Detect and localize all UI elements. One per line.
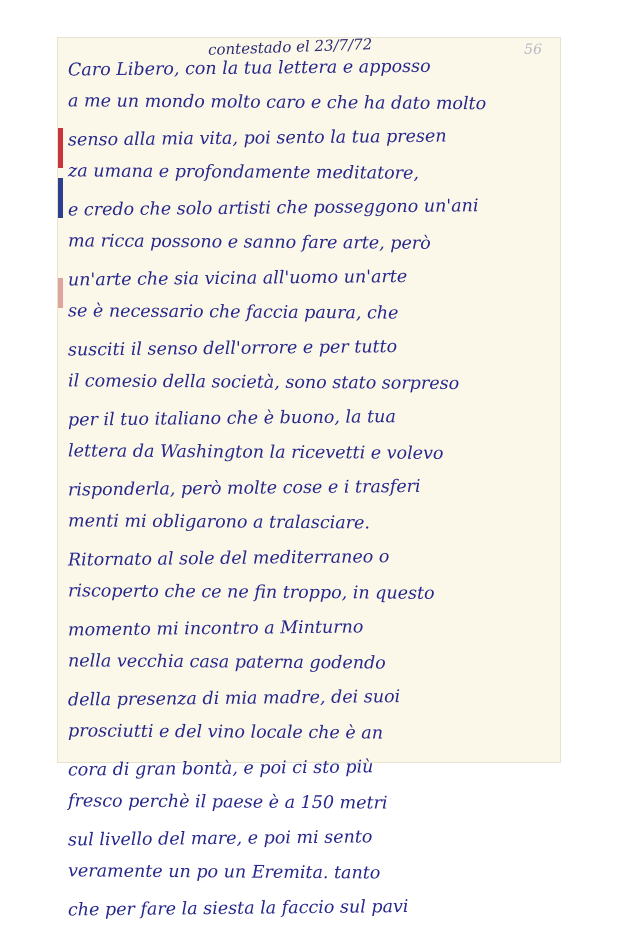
handwritten-line: prosciutti e del vino locale che è an xyxy=(67,721,384,744)
date-annotation: contestado el 23/7/72 xyxy=(207,35,373,59)
handwritten-line: il comesio della società, sono stato sorpreso xyxy=(67,371,460,395)
handwritten-line: che per fare la siesta la faccio sul pavi xyxy=(67,896,409,921)
handwritten-line: se è necessario che faccia paura, che xyxy=(67,301,399,324)
airmail-stripe xyxy=(58,178,63,218)
handwritten-line: sul livello del mare, e poi mi sento xyxy=(67,827,373,851)
handwritten-line: senso alla mia vita, poi sento la tua presen xyxy=(67,126,447,151)
handwritten-line: veramente un po un Eremita. tanto xyxy=(67,861,381,884)
page-number: 56 xyxy=(524,42,542,58)
handwritten-line: susciti il senso dell'orrore e per tutto xyxy=(67,337,398,361)
handwritten-line: Ritornato al sole del mediterraneo o xyxy=(67,547,390,571)
letter-page xyxy=(58,35,560,921)
handwritten-line: lettera da Washington la ricevetti e volevo xyxy=(67,441,444,464)
handwritten-line: per il tuo italiano che è buono, la tua xyxy=(67,407,396,431)
handwritten-line: cora di gran bontà, e poi ci sto più xyxy=(67,757,374,781)
handwritten-line: e credo che solo artisti che posseggono un'ani xyxy=(67,196,479,221)
handwritten-line: a me un mondo molto caro e che ha dato molto xyxy=(67,91,487,115)
letter-body xyxy=(68,56,548,931)
handwritten-line: za umana e profondamente meditatore, xyxy=(67,161,420,184)
handwritten-line: ma ricca possono e sanno fare arte, però xyxy=(67,231,431,254)
airmail-stripe xyxy=(58,278,63,308)
handwritten-line: riscoperto che ce ne fin troppo, in questo xyxy=(67,581,435,604)
handwritten-line: nella vecchia casa paterna godendo xyxy=(67,651,386,674)
handwritten-line: un'arte che sia vicina all'uomo un'arte xyxy=(67,266,408,291)
handwritten-line: menti mi obligarono a tralasciare. xyxy=(67,511,371,534)
handwritten-line: Caro Libero, con la tua lettera e apposso xyxy=(67,56,431,81)
handwritten-line: fresco perchè il paese è a 150 metri xyxy=(67,791,388,814)
handwritten-line: della presenza di mia madre, dei suoi xyxy=(67,687,401,711)
handwritten-line: risponderla, però molte cose e i trasferi xyxy=(67,476,421,501)
airmail-stripe xyxy=(58,128,63,168)
handwritten-line: momento mi incontro a Minturno xyxy=(67,617,364,641)
